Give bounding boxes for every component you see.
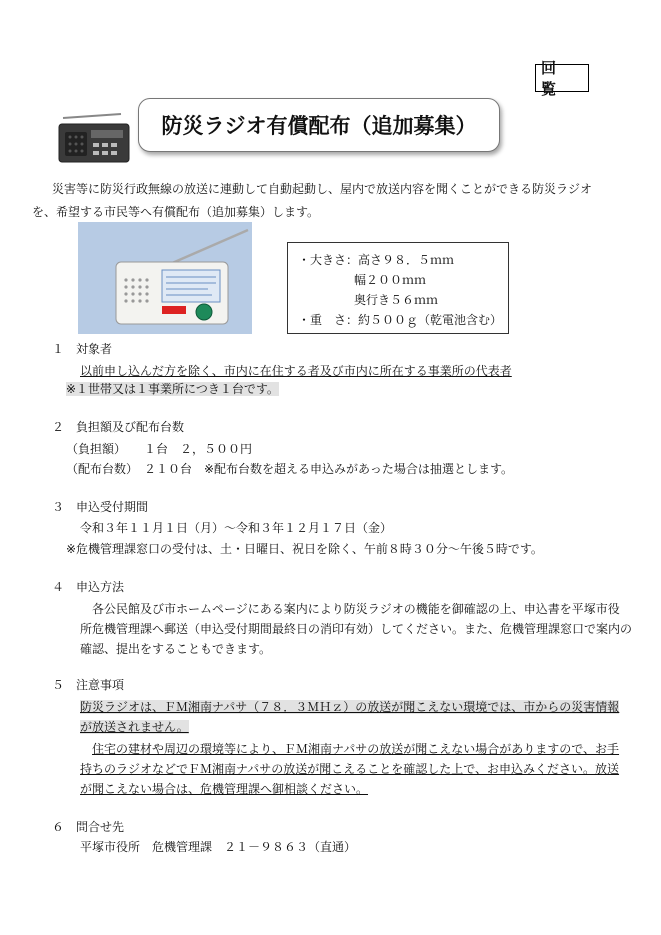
s4-line2: 所危機管理課へ郵送（申込受付期間最終日の消印有効）してください。また、危機管理課窓口で案内の [80, 622, 633, 636]
radio-photo [78, 222, 252, 334]
s5-line1 [80, 698, 619, 715]
section-1-heading [52, 340, 612, 357]
spec-size-label: ・大きさ： [298, 253, 359, 267]
section-2-heading [52, 418, 612, 435]
page-title: 防災ラジオ有償配布（追加募集） [138, 98, 500, 152]
intro-line: 災害等に防災行政無線の放送に連動して自動起動し、屋内で放送内容を聞くことができる防災ラジオ [52, 182, 593, 196]
s5-line3-text: 住宅の建材や周辺の環境等により、ＦＭ湘南ナパサの放送が聞こえない場合がありますので、お手 [92, 742, 620, 756]
section-4-heading [52, 578, 612, 595]
section-number: ６ [52, 820, 65, 834]
s5-line4 [80, 760, 619, 777]
spec-size-row [298, 250, 508, 270]
section-title: 問合せ先 [76, 820, 125, 834]
section-3-heading [52, 498, 612, 515]
s5-line5 [80, 780, 368, 797]
s3-line2: ※危機管理課窓口の受付は、土・日曜日、祝日を除く、午前８時３０分～午後５時です。 [66, 542, 543, 556]
section-title: 負担額及び配布台数 [76, 420, 185, 434]
s6-line1: 平塚市役所 危機管理課 ２１－９８６３（直通） [80, 840, 357, 854]
spec-depth: 奥行き５６ｍｍ [354, 293, 439, 307]
s3-line1: 令和３年１１月１日（月）～令和３年１２月１７日（金） [80, 521, 393, 535]
s1-line1-text: 以前申し込んだ方を除く、市内に在住する者及び市内に所在する事業所の代表者 [80, 364, 512, 378]
s5-line1-text: 防災ラジオは、ＦＭ湘南ナパサ（７８．３ＭＨｚ）の放送が聞こえない環境では、市からの災害情報 [80, 700, 620, 714]
s4-line1: 各公民館及び市ホームページにある案内により防災ラジオの機能を御確認の上、申込書を平塚市役 [92, 602, 620, 616]
section-6-heading [52, 818, 612, 835]
intro-text [32, 178, 622, 224]
section-title: 対象者 [76, 342, 113, 356]
s1-line2-text: ※１世帯又は１事業所につき１台です。 [66, 382, 279, 396]
spec-weight: ・重 さ：約５００ｇ（乾電池含む） [298, 313, 503, 327]
s2-line2: （配布台数） ２１０台 ※配布台数を超える申込みがあった場合は抽選とします。 [66, 462, 513, 476]
section-number: １ [52, 342, 65, 356]
s1-line1 [80, 362, 512, 379]
s2-line1: （負担額） １台 ２，５００円 [66, 442, 253, 456]
section-title: 申込受付期間 [76, 500, 149, 514]
s1-line2 [66, 380, 279, 397]
section-title: 注意事項 [76, 678, 125, 692]
intro-line: を、希望する市民等へ有償配布（追加募集）します。 [32, 205, 320, 219]
kairan-badge: 回 覧 [535, 64, 589, 92]
spec-height: 高さ９８．５ｍｍ [358, 253, 455, 267]
s5-line5-text: が聞こえない場合は、危機管理課へ御相談ください。 [80, 782, 369, 796]
s5-line3 [92, 740, 619, 757]
spec-width: 幅２００ｍｍ [354, 273, 427, 287]
section-number: ４ [52, 580, 65, 594]
s5-line2 [80, 718, 189, 735]
section-title: 申込方法 [76, 580, 125, 594]
disaster-radio-image [78, 222, 252, 334]
section-5-heading [52, 676, 612, 693]
section-number: ５ [52, 678, 65, 692]
section-number: ２ [52, 420, 65, 434]
radio-icon [55, 110, 133, 166]
s5-line4-text: 持ちのラジオなどでＦＭ湘南ナパサの放送が聞こえることを確認した上で、お申込みください。放送 [80, 762, 620, 776]
s4-line3: 確認、提出をすることもできます。 [80, 642, 272, 656]
s5-line2-text: が放送されません。 [80, 720, 189, 734]
spec-box [287, 242, 509, 334]
section-number: ３ [52, 500, 65, 514]
